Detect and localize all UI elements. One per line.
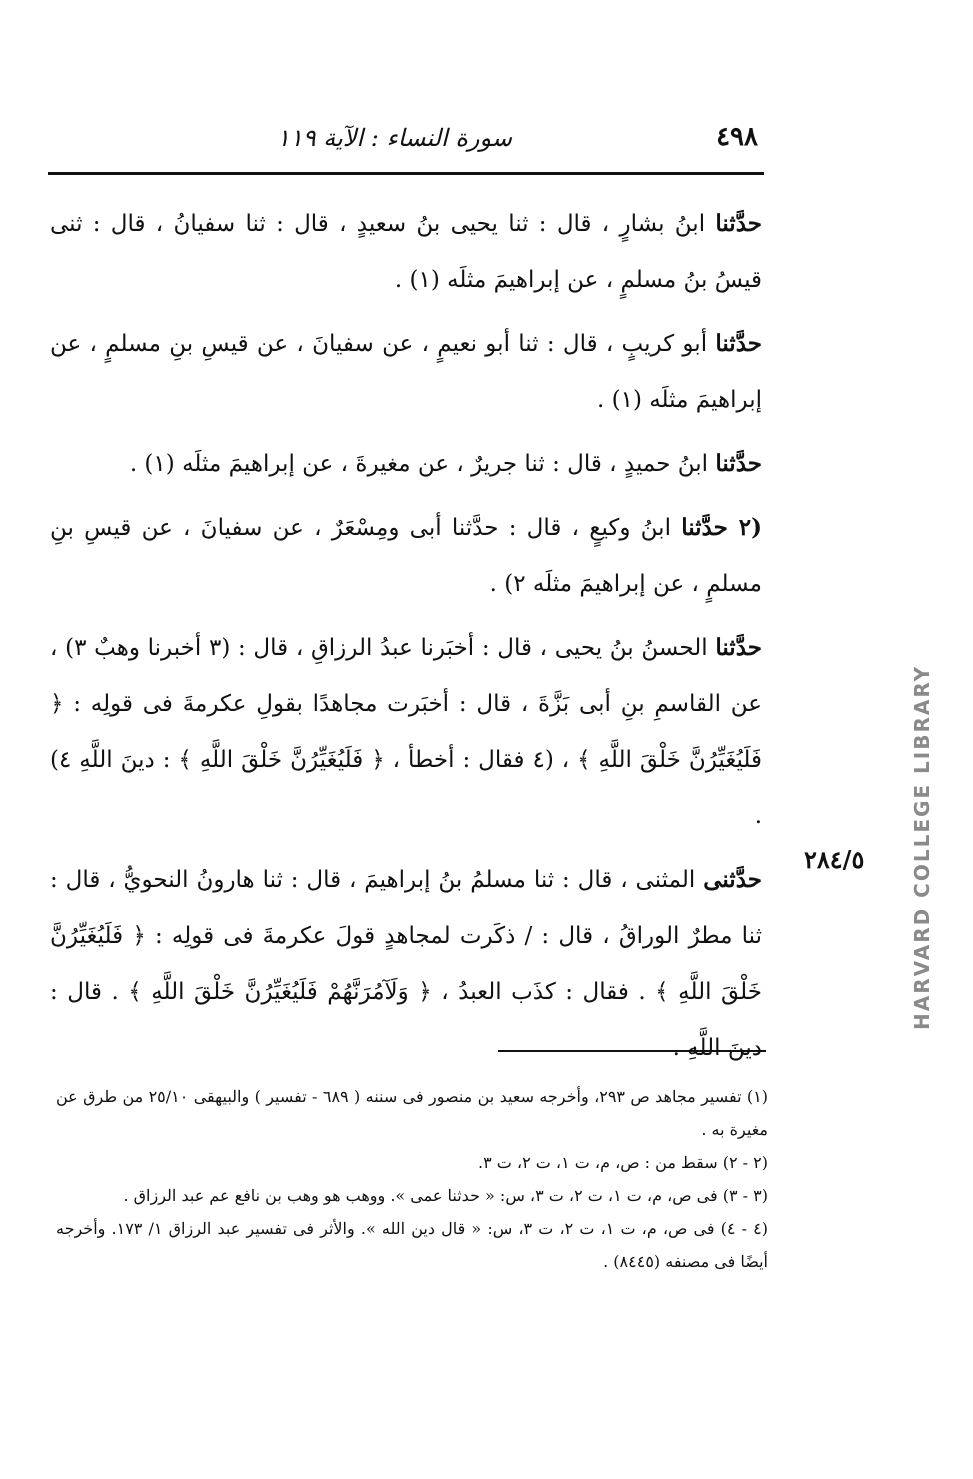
paragraph bbox=[50, 316, 762, 428]
paragraph-lead: حدَّثنا bbox=[715, 450, 762, 477]
paragraph-text: ابنُ وكيعٍ ، قال : حدَّثنا أبى ومِسْعَرٌ ، عن سفيانَ ، عن قيسِ بنِ مسلمٍ ، عن إبراهيمَ مثلَه ٢) . bbox=[50, 515, 762, 597]
paragraph-text: المثنى ، قال : ثنا مسلمُ بنُ إبراهيمَ ، قال : ثنا هارونُ النحويُّ ، قال : ثنا مطرٌ الوراقُ ، قال : / ذكَرت لمجاهدٍ قولَ عكرمةَ فى قولِه : ﴿ فَلَيُغَيِّرُنَّ خَلْقَ اللَّهِ ﴾ . فقال : كذَب العبدُ ، ﴿ وَلَآمُرَنَّهُمْ فَلَيُغَيِّرُنَّ خَلْقَ اللَّهِ ﴾ . قال : دينَ اللَّهِ . bbox=[50, 867, 762, 1061]
main-text bbox=[50, 196, 762, 1084]
paragraph-lead: حدَّثنى bbox=[703, 866, 762, 893]
paragraph bbox=[50, 436, 762, 492]
paragraph-lead: حدَّثنا bbox=[715, 210, 762, 237]
footnote: (١) تفسير مجاهد ص ٢٩٣، وأخرجه سعيد بن منصور فى سننه ( ٦٨٩ - تفسير ) والبيهقى ٢٥/١٠ من طرق عن مغيرة به . bbox=[56, 1087, 769, 1139]
header-rule bbox=[48, 172, 764, 175]
margin-reference: ٢٨٤/٥ bbox=[804, 845, 865, 874]
library-stamp: HARVARD COLLEGE LIBRARY bbox=[910, 664, 934, 1030]
page-number: ٤٩٨ bbox=[716, 122, 758, 152]
footnotes bbox=[56, 1080, 768, 1278]
paragraph-lead: حدَّثنا bbox=[715, 330, 762, 357]
paragraph-lead: (٢ حدَّثنا bbox=[681, 514, 762, 541]
footnote: (٢ - ٢) سقط من : ص، م، ت ١، ت ٢، ت ٣. bbox=[477, 1153, 768, 1172]
paragraph-text: أبو كريبٍ ، قال : ثنا أبو نعيمٍ ، عن سفيانَ ، عن قيسِ بنِ مسلمٍ ، عن إبراهيمَ مثلَه (١) . bbox=[50, 331, 762, 413]
footnote-rule bbox=[498, 1050, 766, 1052]
page-header bbox=[50, 118, 762, 158]
paragraph bbox=[50, 852, 762, 1076]
paragraph bbox=[50, 620, 762, 844]
running-title: سورة النساء : الآية ١١٩ bbox=[276, 124, 512, 152]
footnote: (٤ - ٤) فى ص، م، ت ١، ت ٢، ت ٣، س: « قال دين الله ». والأثر فى تفسير عبد الرزاق ١/ ١٧٣. وأخرجه أيضًا فى مصنفه (٨٤٤٥) . bbox=[56, 1219, 769, 1271]
paragraph bbox=[50, 500, 762, 612]
paragraph bbox=[50, 196, 762, 308]
paragraph-text: ابنُ بشارٍ ، قال : ثنا يحيى بنُ سعيدٍ ، قال : ثنا سفيانُ ، قال : ثنى قيسُ بنُ مسلمٍ ، عن إبراهيمَ مثلَه (١) . bbox=[50, 211, 762, 293]
paragraph-text: الحسنُ بنُ يحيى ، قال : أخبَرنا عبدُ الرزاقِ ، قال : (٣ أخبرنا وهبٌ ٣) ، عن القاسمِ بنِ أبى بَزَّةَ ، قال : أخبَرت مجاهدًا بقولِ عكرمةَ فى قولِه : ﴿ فَلَيُغَيِّرُنَّ خَلْقَ اللَّهِ ﴾ ، (٤ فقال : أخطأ ، ﴿ فَلَيُغَيِّرُنَّ خَلْقَ اللَّهِ ﴾ : دينَ اللَّهِ ٤) . bbox=[50, 635, 762, 829]
paragraph-text: ابنُ حميدٍ ، قال : ثنا جريرٌ ، عن مغيرةَ ، عن إبراهيمَ مثلَه (١) . bbox=[129, 451, 716, 477]
paragraph-lead: حدَّثنا bbox=[715, 634, 762, 661]
footnote: (٣ - ٣) فى ص، م، ت ١، ت ٢، ت ٣، س: « حدثنا عمى ». ووهب هو وهب بن نافع عم عبد الرزاق . bbox=[123, 1186, 768, 1205]
